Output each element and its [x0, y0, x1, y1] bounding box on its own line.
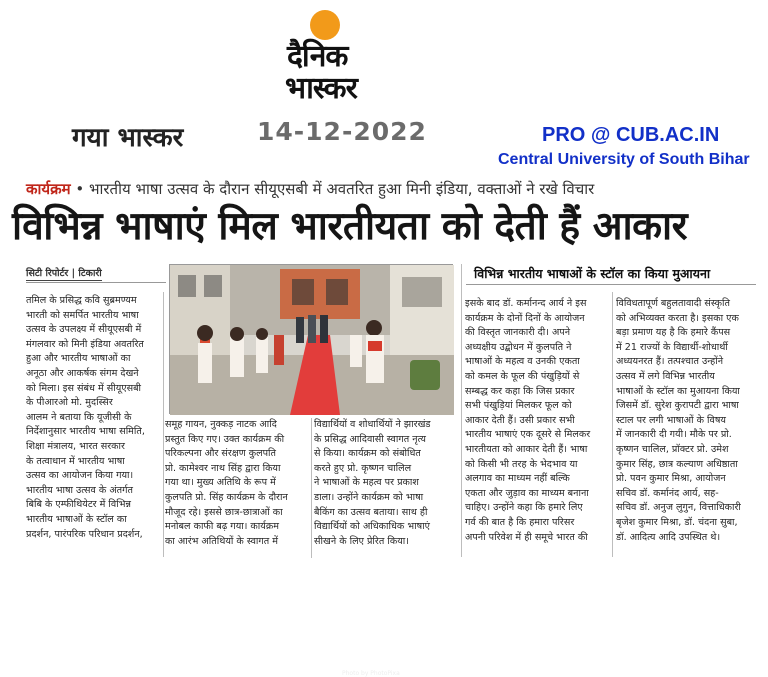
- article-text-line: प्रो. कामेश्वर नाथ सिंह द्वारा किया: [165, 462, 281, 474]
- article-text-line: जिसमें डॉ. सुरेश कुरापटी द्वारा भाषा: [616, 400, 739, 412]
- article-text-line: उत्सव के उपलक्ष्य में सीयूएसबी में: [26, 324, 142, 336]
- article-text-line: शिक्षा मंत्रालय, भारत सरकार: [26, 440, 125, 452]
- article-text-line: बैकिंग का उत्सव बताया। साथ ही: [314, 506, 428, 518]
- byline-divider: [26, 282, 166, 283]
- logo-word-dainik: दैनिक: [287, 39, 348, 74]
- kicker-text: • भारतीय भाषा उत्सव के दौरान सीयूएसबी में अवतरित हुआ मिनी इंडिया, वक्ताओं ने रखे विचार: [70, 180, 595, 198]
- edition-name: गया भास्कर: [72, 123, 184, 153]
- article-text-line: को कमल के फूल की पंखुड़ियों से: [465, 370, 580, 382]
- article-text-line: में 21 राज्यों के विद्यार्थी-शोधार्थी: [616, 341, 728, 353]
- article-text-line: कृष्णन चालिल, प्रॉक्टर प्रो. उमेश: [616, 443, 729, 455]
- article-text-line: भारतीय भाषाएं एक दूसरे से मिलकर: [465, 429, 591, 441]
- article-text-line: एकता और जुड़ाव का माध्यम बनाना: [465, 487, 589, 499]
- article-text-line: प्रदर्शन, पारंपरिक परिधान प्रदर्शन,: [26, 528, 143, 540]
- article-text-line: भारती को समर्पित भारतीय भाषा: [26, 309, 139, 321]
- article-text-line: इसके बाद डॉ. कर्मानन्द आर्य ने इस: [465, 298, 587, 309]
- article-subheading: विभिन्न भारतीय भाषाओं के स्टॉल का किया मुआयना: [474, 266, 711, 281]
- article-text-line: डॉ. आदित्य आदि उपस्थित थे।: [616, 531, 721, 543]
- article-text-line: भारतीय भाषाओं के स्टॉल का: [26, 513, 127, 525]
- article-text-line: प्रो. पवन कुमार मिश्रा, आयोजन: [616, 473, 726, 485]
- article-text-line: अध्यक्षीय उद्बोधन में कुलपति ने: [465, 341, 572, 353]
- article-text-line: सम्बद्ध कर कहा कि जिस प्रकार: [465, 385, 575, 397]
- article-text-line: बड़ा प्रमाण यह है कि हमारे कैंपस: [616, 327, 731, 339]
- article-text-line: प्रस्तुत किए गए। उक्त कार्यक्रम की: [165, 433, 285, 445]
- article-text-line: को किसी भी तरह के भेदभाव या: [465, 458, 578, 470]
- publication-date: 14-12-2022: [257, 117, 427, 146]
- article-text-line: समूह गायन, नुक्कड़ नाटक आदि: [165, 419, 277, 430]
- article-text-line: विद्यार्थियों व शोधार्थियों ने झारखंड: [314, 419, 431, 430]
- article-text-line: उत्सव में लगे विभिन्न भारतीय: [616, 370, 715, 382]
- article-text-line: उत्सव का आयोजन किया गया।: [26, 470, 134, 482]
- article-text-line: गया था। मुख्य अतिथि के रूप में: [165, 477, 276, 489]
- article-text-line: गर्व की बात है कि हमारा परिसर: [465, 516, 575, 528]
- article-text-line: डाला। उन्होंने कार्यक्रम को भाषा: [314, 491, 424, 503]
- article-text-line: करते हुए प्रो. कृष्णन चालिल: [314, 462, 412, 474]
- article-text-line: कुलपति प्रो. सिंह कार्यक्रम के दौरान: [165, 491, 288, 503]
- dainik-bhaskar-logo: [283, 8, 453, 108]
- article-text-line: बिबि के एम्फीथियेटर में विभिन्न: [26, 499, 131, 511]
- article-text-line: आकार देती हैं। उसी प्रकार सभी: [465, 414, 575, 426]
- article-column-3: [314, 418, 459, 558]
- article-text-line: निर्देशानुसार भारतीय भाषा समिति,: [26, 426, 145, 438]
- article-text-line: भाषाओं के महत्व व उनकी एकता: [465, 356, 580, 368]
- article-text-line: अलगाव का माध्यम नहीं बल्कि: [465, 473, 570, 485]
- article-text-line: सभी पंखुड़ियां मिलकर फूल को: [465, 400, 572, 412]
- article-text-line: ने भाषाओं के महत्व पर प्रकाश: [314, 477, 419, 489]
- article-text-line: सचिव डॉ. कर्मानंद आर्य, सह-: [616, 487, 719, 499]
- article-text-line: अनूठा और आकर्षक संगम देखने: [26, 367, 139, 379]
- article-text-line: विविधतापूर्ण बहुलतावादी संस्कृति: [616, 298, 730, 309]
- column-separator: [311, 418, 312, 558]
- column-separator: [612, 292, 613, 557]
- article-text-line: बृजेश कुमार मिश्रा, डॉ. चंदना सुबा,: [616, 516, 738, 528]
- subheading-divider: [466, 284, 756, 285]
- photo-credit: Photo by PhotoPixa: [342, 670, 400, 677]
- pro-email: PRO @ CUB.AC.IN: [542, 124, 720, 146]
- article-text-line: में जानकारी दी गयी। मौके पर प्रो.: [616, 429, 732, 441]
- logo-word-bhaskar: भास्कर: [285, 71, 357, 106]
- kicker-tag: कार्यक्रम: [26, 180, 71, 198]
- article-text-line: को अभिव्यक्त करता है। इसका एक: [616, 312, 739, 324]
- article-text-line: को मिला। इस संबंध में सीयूएसबी: [26, 382, 142, 394]
- article-text-line: चाहिए। उन्होंने कहा कि हमारे लिए: [465, 502, 583, 514]
- article-text-line: मौजूद रहे। इससे छात्र-छात्राओं का: [165, 506, 283, 518]
- article-text-line: के पीआरओ मो. मुदस्सिर: [26, 397, 113, 409]
- article-text-line: के प्रसिद्ध आदिवासी स्वागत नृत्य: [314, 433, 426, 445]
- article-text-line: भारतीयता को आकार देती हैं। भाषा: [465, 443, 588, 455]
- article-column-5: [616, 297, 761, 557]
- article-text-line: भारतीय भाषा उत्सव के अंतर्गत: [26, 484, 133, 496]
- article-text-line: सचिव डॉ. अनुज लुगुन, वित्ताधिकारी: [616, 502, 741, 514]
- article-byline: सिटी रिपोर्टर | टिकारी: [26, 268, 102, 279]
- article-text-line: भाषाओं के स्टॉल का मुआयना किया: [616, 385, 740, 397]
- article-text-line: कार्यक्रम के दोनों दिनों के आयोजन: [465, 312, 585, 324]
- column-separator: [461, 264, 462, 557]
- article-headline: विभिन्न भाषाएं मिल भारतीयता को देती हैं आकार: [12, 204, 688, 249]
- article-kicker: [26, 179, 746, 199]
- article-text-line: के तत्वाधान में भारतीय भाषा: [26, 455, 125, 467]
- article-text-line: तमिल के प्रसिद्ध कवि सुब्रमण्यम: [26, 295, 137, 306]
- article-text-line: परिकल्पना और संरक्षण कुलपति: [165, 448, 276, 460]
- article-text-line: मंगलवार को मिनी इंडिया अवतरित: [26, 338, 144, 350]
- article-text-line: सीखने के लिए प्रेरित किया।: [314, 535, 409, 547]
- article-text-line: विद्यार्थियों को अधिकाधिक भाषाएं: [314, 521, 430, 533]
- article-column-2: [165, 418, 309, 558]
- article-text-line: स्टाल पर लगी भाषाओं के विषय: [616, 414, 726, 426]
- article-column-4: [465, 297, 610, 557]
- university-name: Central University of South Bihar: [498, 151, 750, 168]
- article-text-line: हुआ और भारतीय भाषाओं का: [26, 353, 131, 365]
- article-text-line: कुमार सिंह, छात्र कल्याण अधिष्ठाता: [616, 458, 738, 470]
- article-text-line: मनोबल काफी बढ़ गया। कार्यक्रम: [165, 521, 279, 533]
- article-text-line: की विस्तृत जानकारी दी। अपने: [465, 327, 571, 339]
- article-text-line: का आरंभ अतिथियों के स्वागत में: [165, 535, 279, 547]
- event-photo-illustration: [170, 265, 454, 415]
- sun-logo-icon: [310, 10, 340, 40]
- article-text-line: अपनी परिवेश में ही समूचे भारत की: [465, 531, 588, 543]
- article-text-line: से किया। कार्यक्रम को संबोधित: [314, 448, 421, 460]
- article-text-line: अध्ययनरत हैं। तत्पश्चात उन्होंने: [616, 356, 724, 368]
- article-column-1: [26, 294, 166, 554]
- article-text-line: आलम ने बताया कि यूजीसी के: [26, 411, 132, 423]
